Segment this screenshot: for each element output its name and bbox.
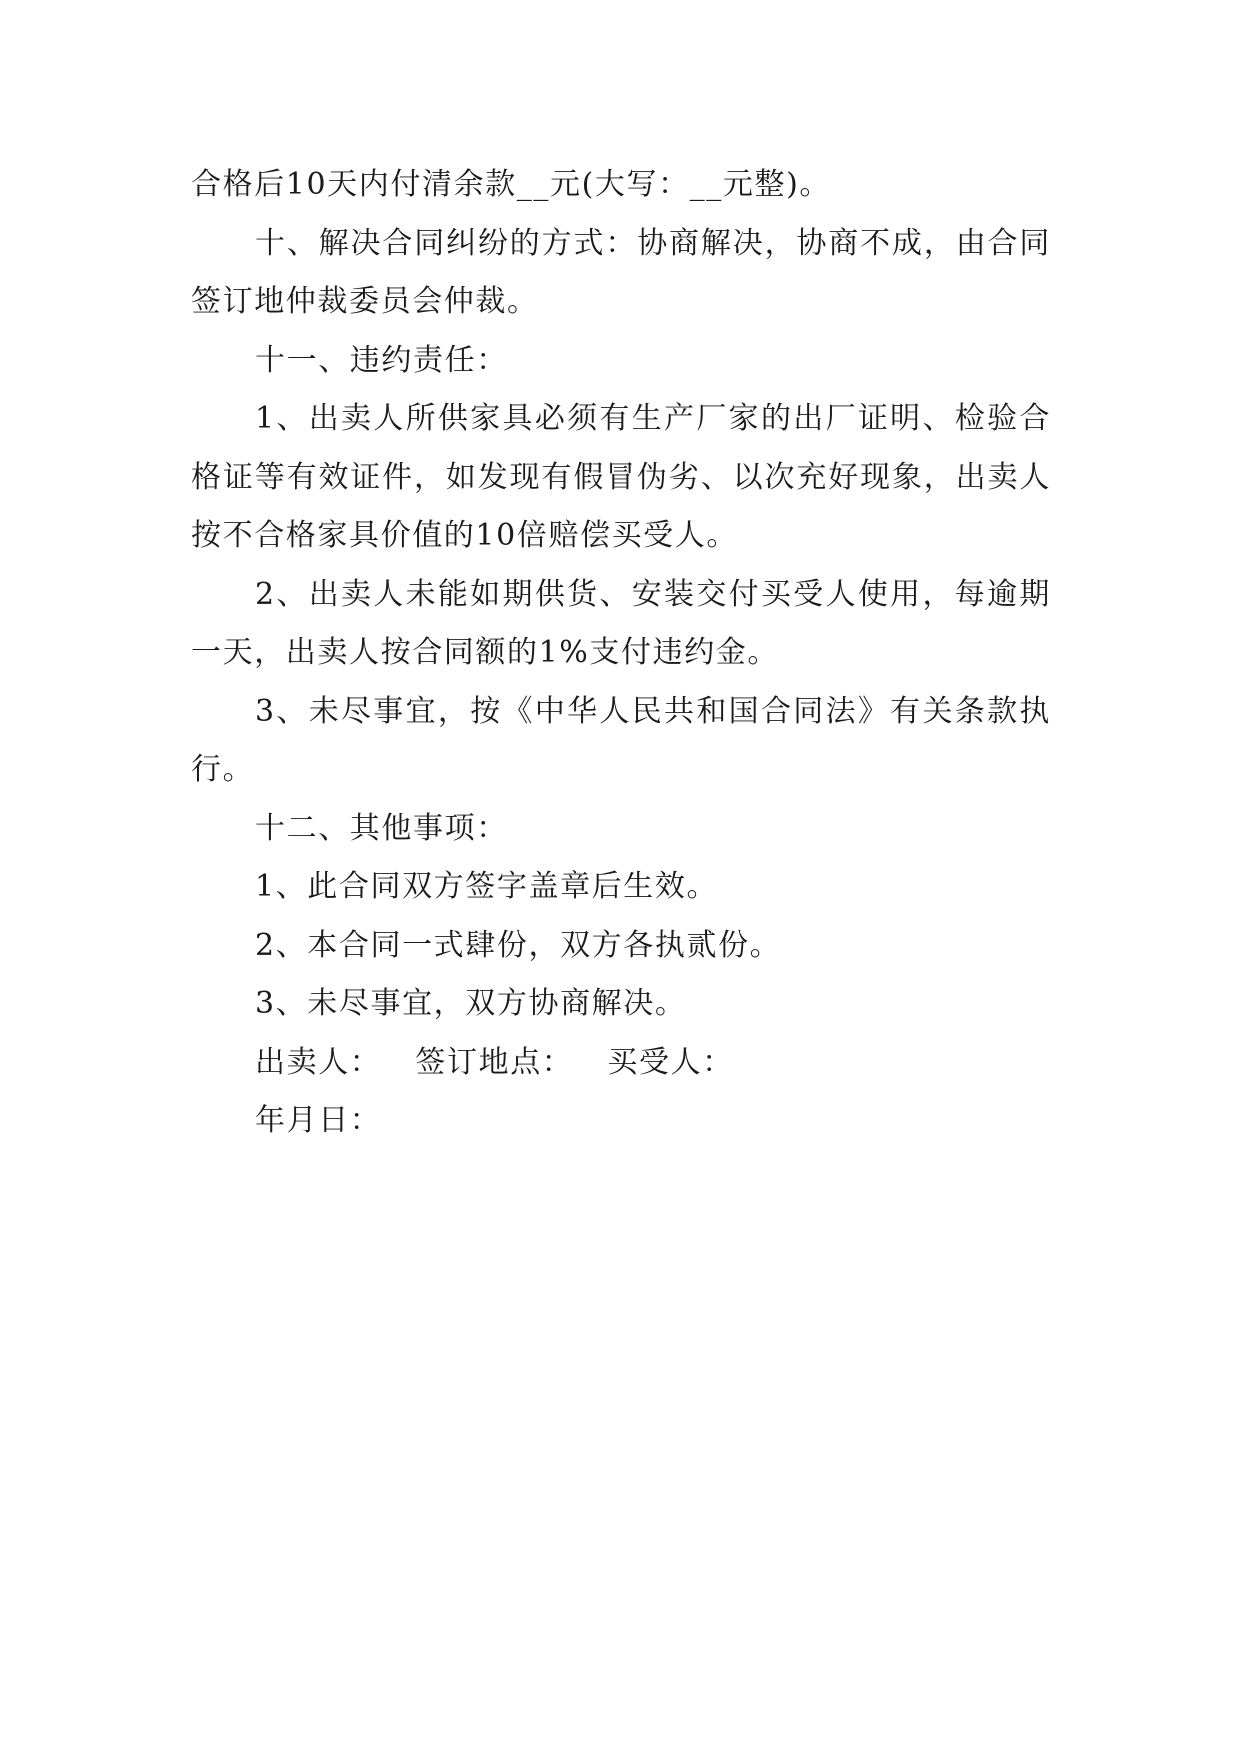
paragraph-dispute-resolution: 十、解决合同纠纷的方式：协商解决，协商不成，由合同签订地仲裁委员会仲裁。 [191,225,1051,319]
heading-other-matters: 十二、其他事项： [255,810,508,846]
buyer-label: 买受人： [607,1044,734,1080]
paragraph-breach-item-3: 3、未尽事宜，按《中华人民共和国合同法》有关条款执行。 [191,693,1051,787]
contract-body [191,156,1051,1151]
signature-row [191,1034,1051,1093]
paragraph-other-item-3: 3、未尽事宜，双方协商解决。 [255,986,687,1021]
paragraph-other-item-1: 1、此合同双方签字盖章后生效。 [255,869,719,904]
paragraph-other-item-2: 2、本合同一式肆份，双方各执贰份。 [255,927,782,963]
paragraph-payment-balance: 合格后10天内付清余款__元(大写：__元整)。 [191,167,831,202]
seller-label: 出卖人： [255,1044,382,1080]
date-label: 年月日： [255,1103,382,1138]
paragraph-breach-item-2: 2、出卖人未能如期供货、安装交付买受人使用，每逾期一天，出卖人按合同额的1%支付违约金。 [191,576,1051,670]
signing-place-label: 签订地点： [415,1044,574,1080]
paragraph-breach-item-1: 1、出卖人所供家具必须有生产厂家的出厂证明、检验合格证等有效证件，如发现有假冒伪劣、以次充好现象，出卖人按不合格家具价值的10倍赔偿买受人。 [191,401,1051,553]
heading-breach-liability: 十一、违约责任： [255,342,508,378]
